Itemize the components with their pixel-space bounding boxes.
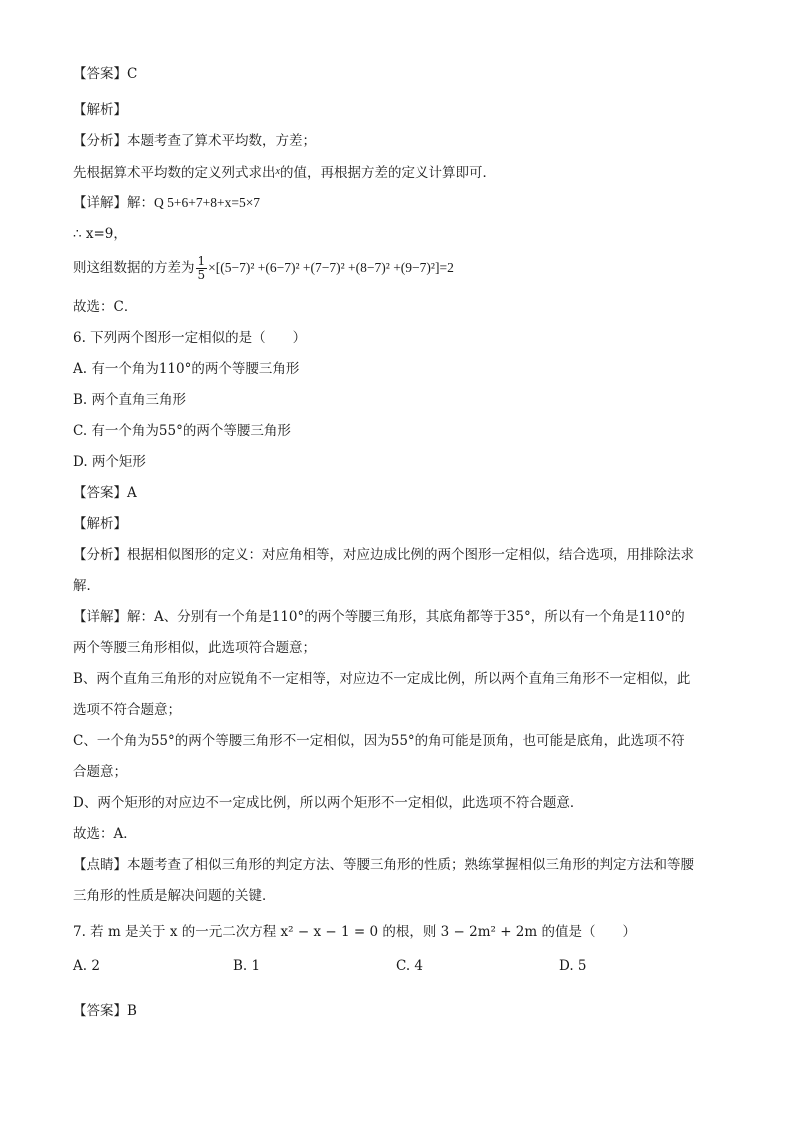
question-6-option-d: D. 两个矩形: [73, 454, 146, 470]
variance-expression: ×[(5−7)² +(6−7)² +(7−7)² +(8−7)² +(9−7)²]=2: [208, 260, 454, 275]
analysis-heading-6: 【解析】: [73, 516, 127, 532]
analysis-heading-5: 【解析】: [73, 102, 127, 118]
analysis-6-line-2: 解．: [73, 578, 100, 594]
fraction-numerator: 1: [197, 254, 206, 268]
answer-6: 【答案】A: [73, 485, 137, 501]
key-point-6-line-2: 三角形的性质是解决问题的关键．: [73, 888, 276, 904]
detail-6-c-line-1: C、一个角为55°的两个等腰三角形不一定相似，因为55°的角可能是顶角，也可能是底角，此选项不符: [73, 733, 685, 749]
question-6-option-a: A. 有一个角为110°的两个等腰三角形: [73, 361, 300, 377]
key-point-6-line-1: 【点睛】本题考查了相似三角形的判定方法、等腰三角形的性质；熟练掌握相似三角形的判定方法和等腰: [73, 857, 694, 873]
answer-5: 【答案】C: [73, 66, 138, 82]
choice-5: 故选：C．: [73, 299, 138, 315]
question-7: 7. 若 m 是关于 x 的一元二次方程 x² − x − 1 = 0 的根，则 3 − 2m² + 2m 的值是（ ）: [73, 924, 636, 940]
detail-5-equation: Q 5+6+7+8+x=5×7: [154, 195, 261, 210]
analysis-5-line-2-pre: 先根据算术平均数的定义列式求出: [73, 165, 276, 181]
analysis-5-line-1: 【分析】本题考查了算术平均数，方差；: [73, 133, 316, 149]
analysis-5-var: x: [275, 166, 280, 177]
variance-label: 则这组数据的方差为: [73, 260, 195, 276]
question-7-option-a: A. 2: [73, 958, 100, 974]
variance-line: [73, 253, 733, 283]
question-6: 6. 下列两个图形一定相似的是（ ）: [73, 330, 307, 346]
detail-6-b-line-1: B、两个直角三角形的对应锐角不一定相等，对应边不一定成比例，所以两个直角三角形不一定相似，此: [73, 671, 691, 687]
fraction-one-fifth: [196, 255, 208, 282]
fraction-denominator: 5: [197, 268, 206, 282]
question-7-option-d: D. 5: [559, 958, 587, 974]
analysis-5-line-2-post: 的值，再根据方差的定义计算即可．: [279, 165, 496, 181]
question-6-option-c: C. 有一个角为55°的两个等腰三角形: [73, 423, 291, 439]
answer-7: 【答案】B: [73, 1003, 137, 1019]
detail-5-label: 【详解】解：: [73, 195, 154, 211]
detail-6-line-2: 两个等腰三角形相似，此选项符合题意；: [73, 640, 316, 656]
question-7-options: [73, 958, 733, 978]
question-7-option-c: C. 4: [396, 958, 424, 974]
detail-6-line-1: 【详解】解：A、分别有一个角是110°的两个等腰三角形，其底角都等于35°，所以有一个角是110°的: [73, 609, 685, 625]
detail-6-c-line-2: 合题意；: [73, 764, 127, 780]
question-7-option-b: B. 1: [233, 958, 261, 974]
analysis-5-line-2: [73, 162, 733, 183]
detail-5: [73, 193, 733, 213]
question-6-option-b: B. 两个直角三角形: [73, 392, 187, 408]
choice-6: 故选：A．: [73, 826, 137, 842]
detail-6-b-line-2: 选项不符合题意；: [73, 702, 181, 718]
analysis-6-line-1: 【分析】根据相似图形的定义：对应角相等，对应边成比例的两个图形一定相似，结合选项，用排除法求: [73, 547, 694, 563]
detail-6-d: D、两个矩形的对应边不一定成比例，所以两个矩形不一定相似，此选项不符合题意．: [73, 795, 584, 811]
therefore-5: ∴ x=9，: [73, 226, 127, 242]
